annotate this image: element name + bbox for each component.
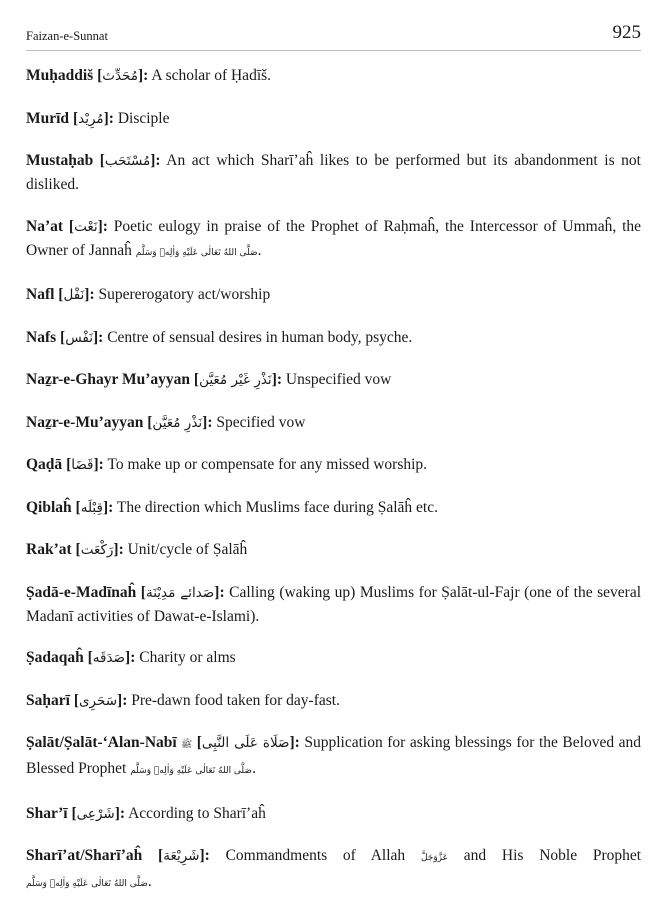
glossary-entry: Sharī’at/Sharī’aĥ [شَرِيْعَة]: Commandments of Allah عَزَّوَجَلَّ and His Noble Prophet صَلَّى اللهُ تَعَالٰى عَلَيْهِ وَاٰلِهٖ وَسَلَّم. [26, 847, 642, 890]
glossary-term: Naẕr-e-Ghayr Mu’ayyan [26, 371, 191, 388]
glossary-term: Rak’at [26, 541, 72, 558]
glossary-entry: Na’at [نَعْت]: Poetic eulogy in praise of the Prophet of Raḥmaĥ, the Intercessor of Ummaĥ, the Owner of Jannaĥ صَلَّى اللهُ تَعَالٰى عَلَيْهِ وَاٰلِهٖ وَسَلَّم. [26, 217, 642, 259]
glossary-term: Ṣalāt/Ṣalāt-‘Alan-Nabī [26, 734, 177, 751]
glossary-definition: Commandments of Allah [225, 847, 406, 864]
glossary-term: Mustaḥab [26, 152, 94, 169]
arabic-term: رَكْعَت [80, 542, 114, 558]
glossary-term: Nafs [26, 328, 57, 346]
arabic-term: مُرِيْد [78, 110, 104, 127]
sentence-end: . [257, 241, 262, 259]
glossary-definition: To make up or compensate for any missed worship. [107, 456, 428, 473]
glossary-term: Na’at [26, 217, 64, 235]
arabic-term: مُحَدِّث [102, 68, 138, 84]
glossary-entry: Ṣadā-e-Madīnaĥ [صَدائے مَدِيْنَة]: Calling (waking up) Muslims for Ṣalāt-ul-Fajr (one of the several Madanī activities of Dawat-e-Islami). [26, 583, 642, 625]
glossary-entry: Muḥaddiš [مُحَدِّث]: A scholar of Ḥadīš. [26, 67, 272, 84]
glossary-definition: Specified vow [216, 413, 306, 431]
honorific-calligraphy: صَلَّى اللهُ تَعَالٰى عَلَيْهِ وَاٰلِهٖ وَسَلَّم [135, 247, 258, 258]
glossary-entry: Ṣalāt/Ṣalāt-‘Alan-Nabī ﷺ [صَلَاة عَلَى النَّبِی]: Supplication for asking blessings for the Beloved and Blessed Prophet صَلَّى اللهُ تَعَالٰى عَلَيْهِ وَاٰلِهٖ وَسَلَّم. [26, 734, 642, 777]
glossary-entry: Naẕr-e-Ghayr Mu’ayyan [نَذْرِ غَيْر مُعَيَّن]: Unspecified vow [26, 371, 392, 388]
page-number: 925 [612, 22, 641, 43]
glossary-definition: Unit/cycle of Ṣalāĥ [127, 541, 248, 558]
arabic-term: نَذْرِ مُعَيَّن [152, 414, 203, 431]
glossary-list [26, 64, 641, 915]
honorific-calligraphy: ﷺ [181, 740, 193, 750]
glossary-term: Naẕr-e-Mu’ayyan [26, 413, 144, 431]
glossary-term: Qiblaĥ [26, 498, 72, 516]
glossary-entry: Rak’at [رَكْعَت]: Unit/cycle of Ṣalāĥ [26, 541, 248, 558]
glossary-entry: Ṣadaqaĥ [صَدَقَه]: Charity or alms [26, 649, 236, 666]
glossary-term: Sharī’at/Sharī’aĥ [26, 847, 143, 864]
glossary-definition: Charity or alms [139, 649, 236, 666]
honorific-calligraphy: صَلَّى اللهُ تَعَالٰى عَلَيْهِ وَاٰلِهٖ وَسَلَّم [26, 879, 148, 889]
glossary-definition: Disciple [117, 109, 170, 127]
glossary-entry: Qaḍā [قَضَا]: To make up or compensate for any missed worship. [26, 456, 428, 473]
glossary-entry: Nafs [نَفْس]: Centre of sensual desires in human body, psyche. [26, 328, 413, 346]
glossary-term: Shar’ī [26, 804, 68, 822]
glossary-definition: According to Sharī’aĥ [128, 804, 266, 822]
glossary-entry: Naẕr-e-Mu’ayyan [نَذْرِ مُعَيَّن]: Specified vow [26, 413, 306, 431]
glossary-definition-continued: and His Noble Prophet [463, 847, 642, 864]
glossary-entry: Mustaḥab [مُسْتَحَب]: An act which Sharī’aĥ likes to be performed but its abandonment is not disliked. [26, 152, 641, 193]
arabic-term: نَفْل [63, 287, 85, 303]
arabic-term: قَضَا [71, 457, 94, 473]
glossary-definition: Pre-dawn food taken for day-fast. [131, 691, 340, 709]
glossary-definition: Calling (waking up) Muslims for Ṣalāt-ul-Fajr (one of the several Madanī activities of Dawat-e-Islami). [26, 583, 642, 625]
glossary-term: Ṣadaqaĥ [26, 649, 84, 666]
arabic-term: صَدائے مَدِيْنَة [145, 584, 215, 601]
arabic-term: نَذْرِ غَيْر مُعَيَّن [199, 372, 272, 388]
page-header [26, 24, 641, 51]
glossary-definition: Unspecified vow [285, 371, 392, 388]
glossary-definition: The direction which Muslims face during Ṣalāĥ etc. [116, 498, 438, 516]
arabic-term: سَحَرِی [78, 692, 118, 709]
glossary-definition: Poetic eulogy in praise of the Prophet of Raḥmaĥ, the Intercessor of Ummaĥ, the Owner of Jannaĥ [26, 217, 642, 259]
glossary-term: Murīd [26, 109, 70, 127]
sentence-end: . [147, 873, 152, 890]
glossary-term: Nafl [26, 286, 55, 303]
glossary-entry: Shar’ī [شَرْعِی]: According to Sharī’aĥ [26, 804, 266, 822]
arabic-term: نَعْت [74, 218, 98, 235]
arabic-term: شَرْعِی [76, 805, 115, 822]
glossary-entry: Nafl [نَفْل]: Supererogatory act/worship [26, 286, 271, 303]
arabic-term: صَلَاة عَلَى النَّبِی [201, 735, 290, 751]
glossary-entry: Qiblaĥ [قِبْلَه]: The direction which Muslims face during Ṣalāĥ etc. [26, 498, 438, 516]
glossary-definition: Supererogatory act/worship [98, 286, 271, 303]
arabic-term: صَدَقَه [92, 650, 126, 666]
arabic-term: مُسْتَحَب [104, 153, 151, 169]
glossary-definition: A scholar of Ḥadīš. [151, 67, 272, 84]
arabic-term: نَفْس [65, 329, 93, 346]
glossary-term: Muḥaddiš [26, 67, 94, 84]
sentence-end: . [252, 760, 256, 777]
glossary-definition: Supplication for asking blessings for the Beloved and Blessed Prophet [26, 734, 642, 777]
glossary-entry: Saḥarī [سَحَرِی]: Pre-dawn food taken for day-fast. [26, 691, 340, 709]
glossary-term: Qaḍā [26, 456, 63, 473]
book-title: Faizan-e-Sunnat [26, 29, 108, 43]
arabic-term: شَرِيْعَة [163, 848, 200, 864]
arabic-term: قِبْلَه [80, 499, 103, 516]
glossary-definition: An act which Sharī’aĥ likes to be performed but its abandonment is not disliked. [26, 152, 641, 193]
honorific-calligraphy: صَلَّى اللهُ تَعَالٰى عَلَيْهِ وَاٰلِهٖ وَسَلَّم [130, 766, 253, 776]
glossary-term: Ṣadā-e-Madīnaĥ [26, 583, 137, 601]
glossary-entry: Murīd [مُرِيْد]: Disciple [26, 109, 170, 127]
honorific-calligraphy: عَزَّوَجَلَّ [420, 853, 449, 863]
glossary-definition: Centre of sensual desires in human body, psyche. [107, 328, 413, 346]
glossary-term: Saḥarī [26, 691, 70, 709]
